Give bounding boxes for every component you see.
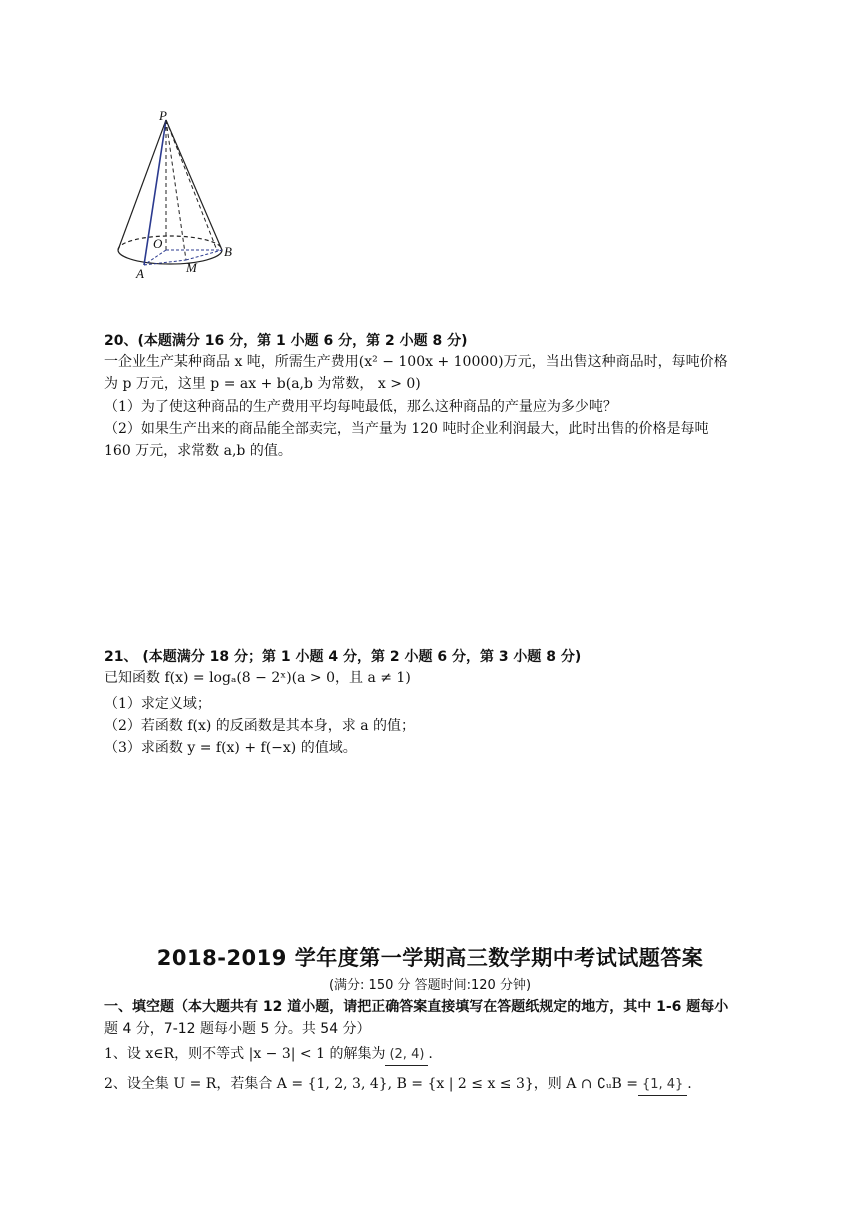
- q21-part2: （2）若函数 f(x) 的反函数是其本身，求 a 的值；: [104, 718, 416, 734]
- section1-heading-b: 题 4 分，7-12 题每小题 5 分。共 54 分）: [104, 1021, 371, 1037]
- label-m: M: [186, 260, 197, 275]
- segment-oa: [144, 250, 166, 265]
- q21-part3: （3）求函数 y = f(x) + f(−x) 的值域。: [104, 740, 357, 756]
- segment-mb: [186, 250, 222, 260]
- q20-line1: 一企业生产某种商品 x 吨，所需生产费用(x² − 100x + 10000)万元，当出售这种商品时，每吨价格: [104, 354, 728, 370]
- cone-right-edge: [166, 120, 222, 250]
- q21-line1: 已知函数 f(x) = logₐ(8 − 2ˣ)(a > 0，且 a ≠ 1): [104, 670, 411, 686]
- segment-pb: [166, 120, 216, 248]
- item1-question: 1、设 x∈R，则不等式 |x − 3| < 1 的解集为: [104, 1046, 386, 1062]
- label-p: P: [159, 108, 167, 123]
- answers-title: 2018-2019 学年度第一学期高三数学期中考试试题答案: [156, 946, 704, 970]
- q21-part1: （1）求定义域；: [104, 696, 211, 712]
- q20-header: 20、(本题满分 16 分，第 1 小题 6 分，第 2 小题 8 分): [104, 333, 468, 349]
- item2-question: 2、设全集 U = R，若集合 A = {1, 2, 3, 4}, B = {x | 2 ≤ x ≤ 3}，则 A ∩ ∁ᵤB =: [104, 1076, 638, 1092]
- label-b: B: [224, 244, 232, 259]
- label-o: O: [153, 236, 163, 251]
- segment-pm: [166, 120, 186, 260]
- item2-answer-blank: {1, 4}: [638, 1075, 687, 1096]
- label-a: A: [136, 266, 144, 281]
- q20-part2a: （2）如果生产出来的商品能全部卖完，当产量为 120 吨时企业利润最大，此时出售的价格是每吨: [104, 421, 709, 437]
- item1-answer-blank: (2, 4): [385, 1045, 428, 1066]
- section1-heading-a: 一、填空题（本大题共有 12 道小题，请把正确答案直接填写在答题纸规定的地方，其中 1-6 题每小: [104, 999, 729, 1015]
- answers-subtitle: (满分: 150 分 答题时间:120 分钟): [328, 978, 532, 993]
- q20-part1: （1）为了使这种商品的生产费用平均每吨最低，那么这种商品的产量应为多少吨？: [104, 399, 617, 415]
- q21-header: 21、 (本题满分 18 分；第 1 小题 4 分，第 2 小题 6 分，第 3 小题 8 分): [104, 649, 582, 665]
- cone-figure: [100, 108, 250, 288]
- q20-line2: 为 p 万元，这里 p = ax + b(a,b 为常数， x > 0): [104, 376, 421, 392]
- q20-part2b: 160 万元，求常数 a,b 的值。: [104, 443, 292, 459]
- cone-left-edge: [118, 120, 166, 250]
- answer-item-1: 1、设 x∈R，则不等式 |x − 3| < 1 的解集为 (2, 4) .: [104, 1044, 433, 1066]
- answer-item-2: 2、设全集 U = R，若集合 A = {1, 2, 3, 4}, B = {x | 2 ≤ x ≤ 3}，则 A ∩ ∁ᵤB = {1, 4} .: [104, 1074, 692, 1096]
- cone-base-back: [118, 236, 222, 250]
